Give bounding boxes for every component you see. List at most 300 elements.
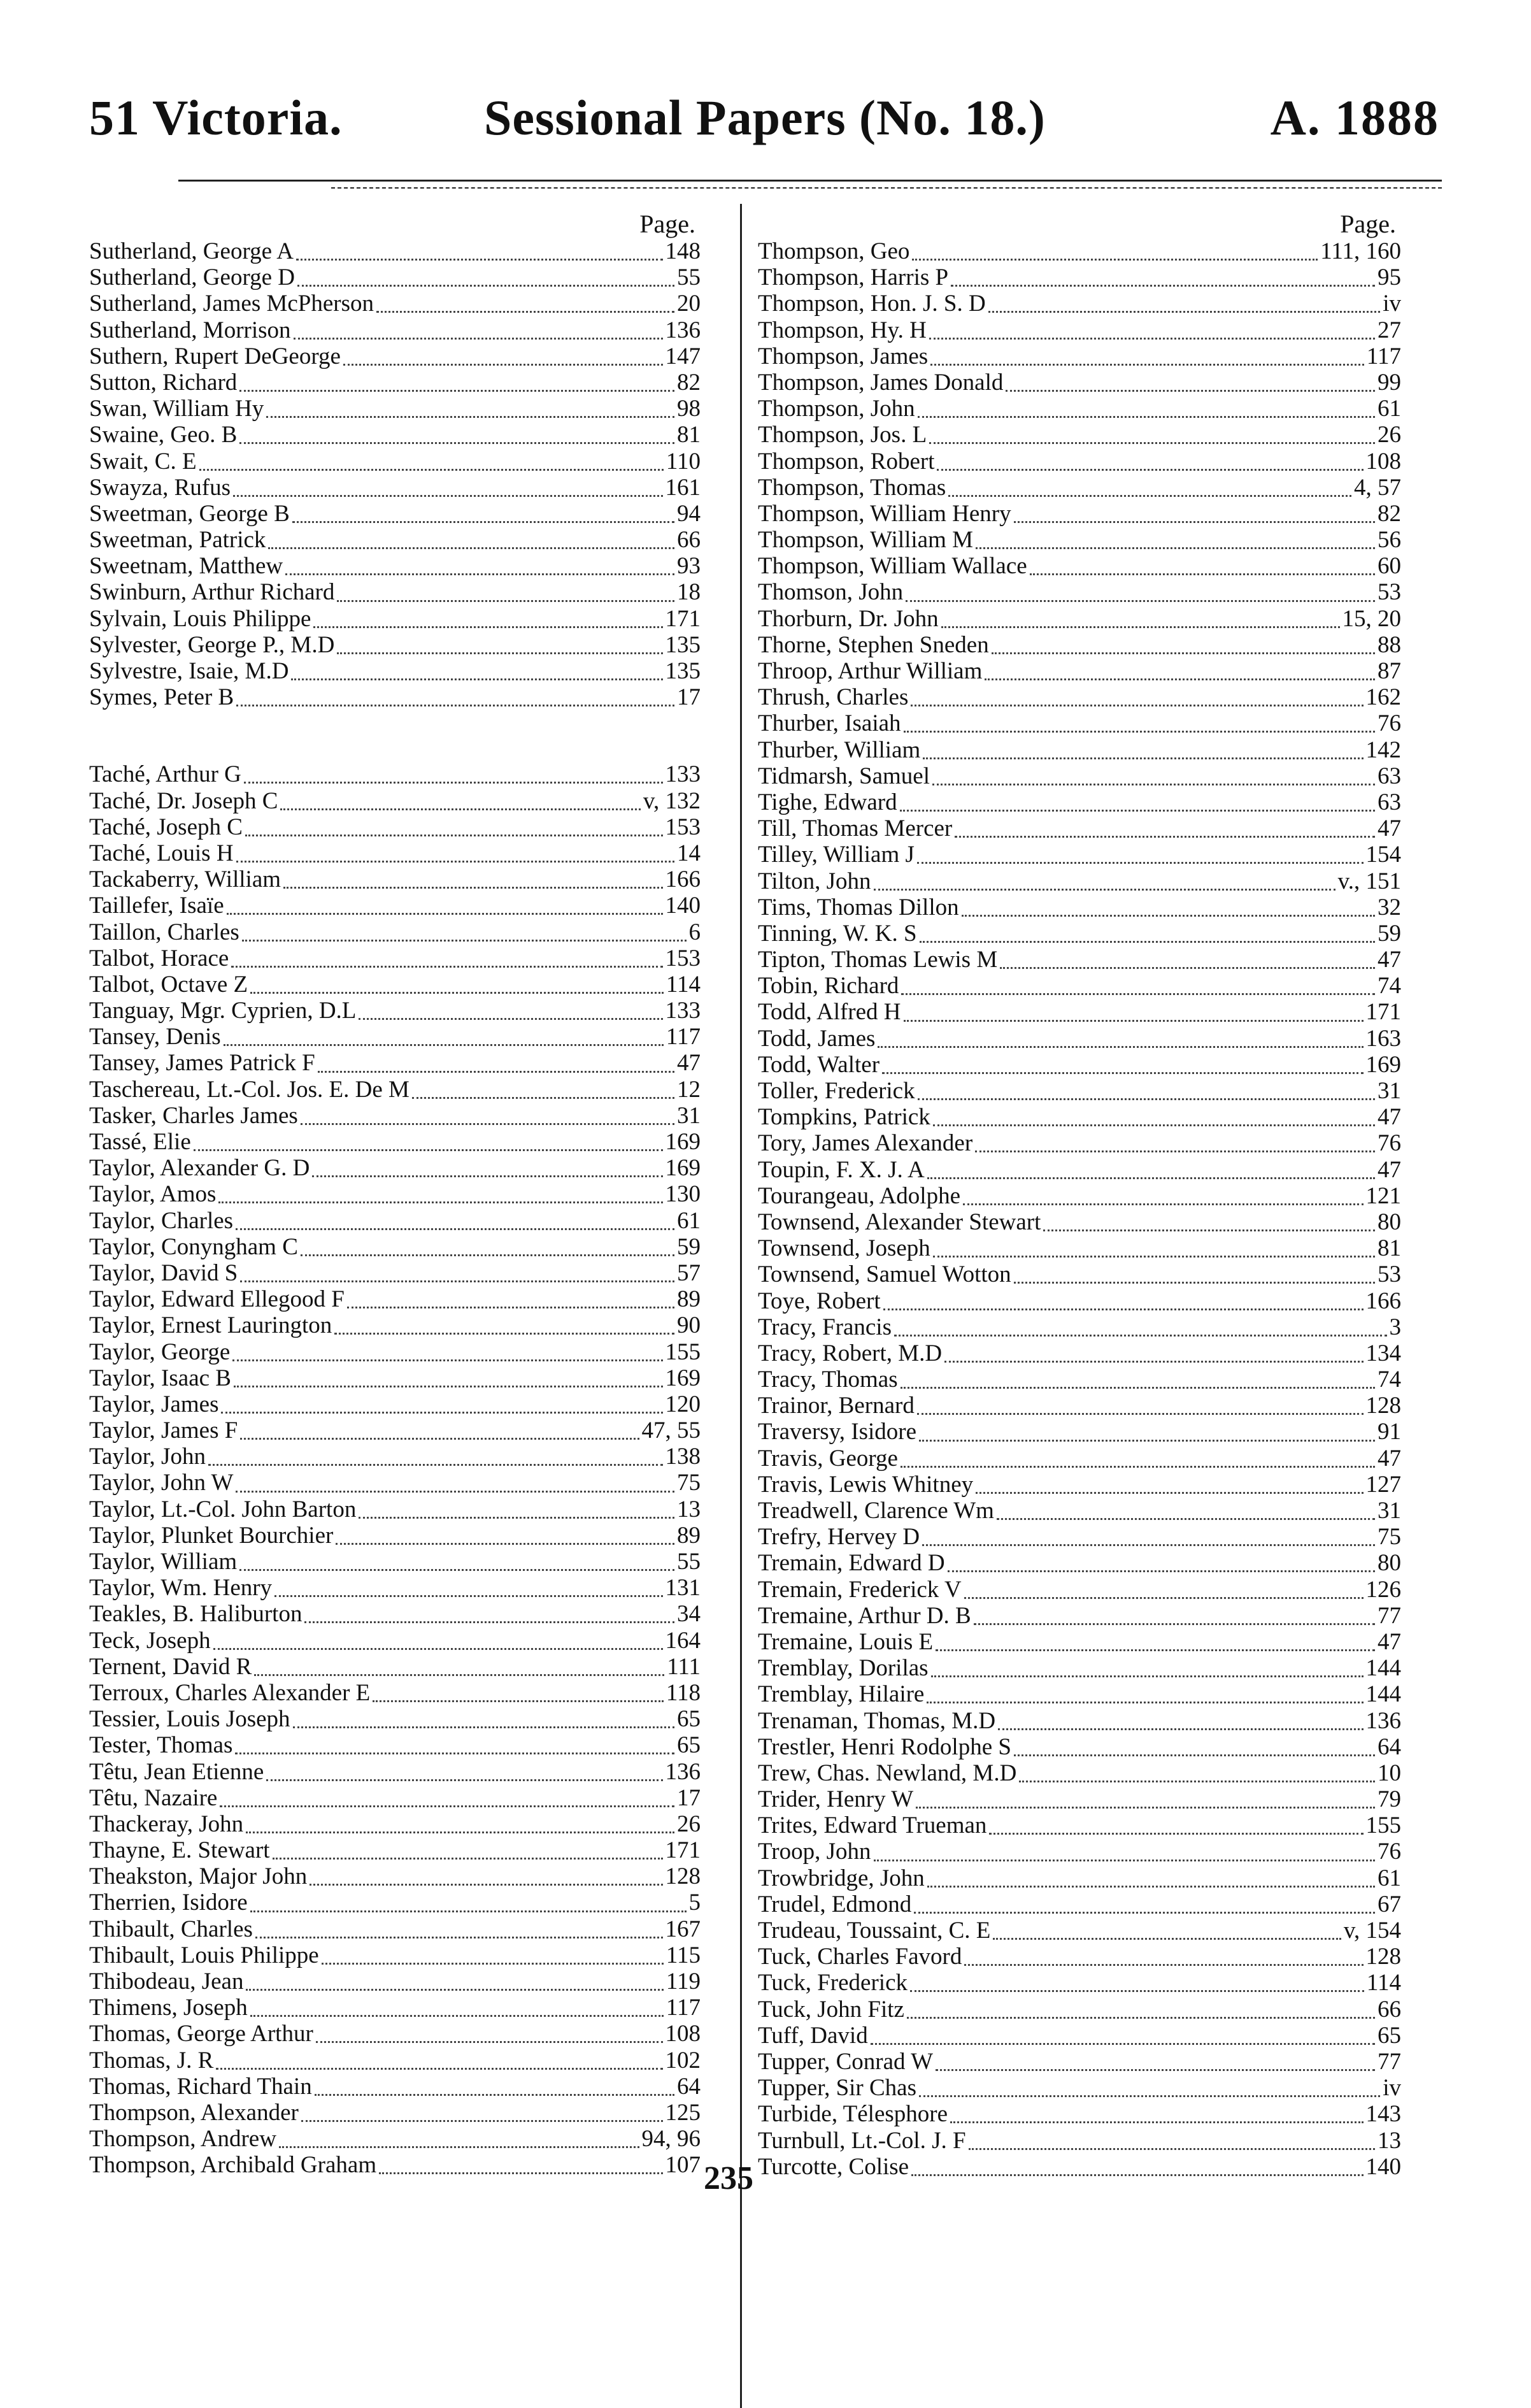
- entry-name: Tighe, Edward: [758, 789, 897, 815]
- entry-name: Sylvester, George P., M.D: [89, 631, 335, 658]
- index-entry: [758, 632, 1401, 658]
- dot-leader: [239, 383, 674, 392]
- entry-page-ref: 169: [665, 1155, 701, 1182]
- entry-page-ref: v, 132: [643, 787, 701, 814]
- entry-name: Tackaberry, William: [89, 866, 281, 893]
- index-entry: [89, 1339, 701, 1365]
- dot-leader: [933, 1118, 1375, 1126]
- index-entry: [89, 2047, 701, 2074]
- entry-page-ref: 47, 55: [641, 1417, 701, 1444]
- index-entry: [89, 1759, 701, 1785]
- index-entry: [89, 1208, 701, 1234]
- dot-leader: [231, 959, 662, 968]
- dot-leader: [359, 1510, 674, 1519]
- index-entry: [758, 1996, 1401, 2023]
- entry-name: Thorne, Stephen Sneden: [758, 631, 989, 658]
- header-rule: [178, 180, 1442, 182]
- index-entry: [89, 761, 701, 787]
- entry-name: Taylor, Isaac B: [89, 1365, 231, 1391]
- index-entry: [89, 290, 701, 317]
- entry-name: Thompson, James: [758, 343, 929, 369]
- dot-leader: [322, 1956, 664, 1965]
- entry-page-ref: 111: [667, 1653, 701, 1680]
- entry-page-ref: 67: [1378, 1891, 1401, 1917]
- index-entry: [758, 1366, 1401, 1393]
- index-entry: [758, 2049, 1401, 2075]
- dot-leader: [911, 698, 1363, 706]
- entry-page-ref: 63: [1378, 763, 1401, 789]
- dot-leader: [974, 1617, 1375, 1625]
- index-entry: [758, 1288, 1401, 1314]
- dot-leader: [901, 1380, 1375, 1389]
- dot-leader: [911, 2168, 1363, 2176]
- entry-page-ref: 77: [1378, 1602, 1401, 1629]
- entry-page-ref: 136: [665, 317, 701, 343]
- dot-leader: [916, 1800, 1375, 1809]
- entry-name: Thomas, J. R: [89, 2047, 214, 2074]
- entry-page-ref: 138: [665, 1444, 701, 1470]
- entry-page-ref: 133: [665, 761, 701, 788]
- index-entry: [758, 264, 1401, 290]
- index-entry: [758, 1235, 1401, 1261]
- entry-name: Symes, Peter B: [89, 684, 234, 711]
- dot-leader: [936, 1643, 1375, 1651]
- entry-name: Tompkins, Patrick: [758, 1104, 930, 1131]
- entry-page-ref: 102: [665, 2047, 701, 2074]
- entry-name: Trider, Henry W: [758, 1786, 914, 1813]
- index-entry: [758, 921, 1401, 947]
- dot-leader: [912, 252, 1318, 261]
- entry-name: Trites, Edward Trueman: [758, 1812, 987, 1839]
- entry-page-ref: 76: [1378, 1838, 1401, 1865]
- entry-page-ref: 6: [688, 919, 701, 945]
- dot-leader: [944, 1354, 1363, 1363]
- index-entry: [89, 1417, 701, 1444]
- entry-page-ref: 18: [677, 579, 701, 606]
- index-entry: [758, 2154, 1401, 2180]
- index-group-t: [89, 761, 701, 2178]
- index-entry: [89, 606, 701, 632]
- entry-name: Troop, John: [758, 1838, 871, 1865]
- dot-leader: [918, 410, 1375, 418]
- entry-page-ref: 114: [666, 971, 701, 998]
- dot-leader: [920, 935, 1375, 943]
- entry-page-ref: 136: [1365, 1707, 1401, 1734]
- index-entry: [89, 1942, 701, 1968]
- entry-name: Theakston, Major John: [89, 1863, 308, 1890]
- dot-leader: [236, 1484, 674, 1493]
- entry-page-ref: v, 154: [1343, 1917, 1401, 1944]
- dot-leader: [279, 2140, 639, 2148]
- index-entry: [758, 475, 1401, 501]
- index-entry: [89, 369, 701, 396]
- entry-page-ref: 57: [677, 1259, 701, 1286]
- entry-page-ref: 79: [1378, 1786, 1401, 1813]
- entry-page-ref: 127: [1365, 1471, 1401, 1498]
- index-entry: [89, 1234, 701, 1260]
- header-rule-secondary: [331, 187, 1442, 189]
- dot-leader: [951, 278, 1375, 287]
- entry-page-ref: 76: [1378, 710, 1401, 737]
- index-entry: [758, 894, 1401, 921]
- dot-leader: [936, 2063, 1375, 2071]
- index-entry: [758, 1078, 1401, 1104]
- index-entry: [758, 1393, 1401, 1419]
- entry-name: Talbot, Horace: [89, 945, 229, 971]
- dot-leader: [246, 1825, 674, 1833]
- entry-page-ref: 65: [677, 1732, 701, 1759]
- entry-name: Tobin, Richard: [758, 973, 899, 1000]
- index-entry: [758, 1340, 1401, 1366]
- entry-page-ref: 153: [665, 813, 701, 840]
- entry-page-ref: 80: [1378, 1550, 1401, 1577]
- dot-leader: [291, 672, 662, 680]
- entry-name: Taché, Joseph C: [89, 813, 243, 840]
- dot-leader: [373, 1694, 664, 1702]
- dot-leader: [194, 1143, 663, 1151]
- dot-leader: [931, 1669, 1364, 1677]
- index-entry: [758, 422, 1401, 448]
- entry-name: Traversy, Isidore: [758, 1419, 917, 1445]
- index-entry: [89, 422, 701, 448]
- entry-page-ref: 12: [677, 1076, 701, 1103]
- entry-page-ref: 89: [677, 1522, 701, 1549]
- page-column-label: Page.: [1340, 210, 1396, 238]
- entry-page-ref: 75: [677, 1470, 701, 1496]
- entry-name: Thimens, Joseph: [89, 1995, 248, 2021]
- dot-leader: [1014, 1748, 1375, 1756]
- index-entry: [758, 343, 1401, 369]
- entry-name: Tupper, Sir Chas: [758, 2075, 916, 2102]
- entry-name: Tuck, Frederick: [758, 1970, 908, 1996]
- entry-page-ref: 107: [665, 2152, 701, 2179]
- index-entry: [89, 579, 701, 605]
- index-entry: [758, 369, 1401, 396]
- index-entry: [89, 448, 701, 475]
- entry-name: Taylor, Lt.-Col. John Barton: [89, 1496, 357, 1523]
- entry-name: Thorburn, Dr. John: [758, 605, 939, 632]
- entry-name: Têtu, Nazaire: [89, 1784, 218, 1811]
- index-entry: [89, 1889, 701, 1916]
- entry-name: Thompson, Archibald Graham: [89, 2152, 377, 2179]
- dot-leader: [347, 1300, 674, 1308]
- dot-leader: [242, 933, 687, 942]
- index-entry: [89, 1916, 701, 1942]
- index-entry: [758, 1472, 1401, 1498]
- entry-name: Tester, Thomas: [89, 1732, 233, 1759]
- entry-page-ref: 13: [677, 1496, 701, 1523]
- index-entry: [758, 684, 1401, 710]
- entry-name: Thayne, E. Stewart: [89, 1837, 270, 1864]
- dot-leader: [976, 541, 1375, 549]
- entry-name: Tremain, Edward D: [758, 1550, 945, 1577]
- entry-page-ref: 155: [665, 1338, 701, 1365]
- dot-leader: [917, 856, 1364, 864]
- index-entry: [758, 579, 1401, 605]
- index-entry: [89, 1628, 701, 1654]
- entry-name: Tuck, John Fitz: [758, 1996, 904, 2023]
- entry-page-ref: 99: [1378, 369, 1401, 396]
- entry-name: Sweetman, Patrick: [89, 527, 266, 554]
- dot-leader: [874, 1853, 1375, 1861]
- entry-page-ref: 128: [1365, 1944, 1401, 1970]
- index-entry: [758, 815, 1401, 842]
- index-entry: [89, 1837, 701, 1863]
- dot-leader: [1014, 515, 1375, 523]
- dot-leader: [901, 1459, 1375, 1468]
- index-entry: [89, 264, 701, 290]
- dot-leader: [948, 1564, 1375, 1572]
- dot-leader: [964, 1591, 1364, 1599]
- entry-page-ref: 91: [1378, 1419, 1401, 1445]
- index-entry: [758, 1865, 1401, 1891]
- dot-leader: [927, 1171, 1375, 1179]
- dot-leader: [337, 594, 674, 602]
- dot-leader: [948, 489, 1351, 497]
- index-entry: [758, 947, 1401, 973]
- dot-leader: [376, 305, 674, 313]
- entry-name: Sweetman, George B: [89, 500, 290, 527]
- index-entry: [89, 1523, 701, 1549]
- dot-leader: [906, 594, 1375, 602]
- entry-page-ref: 143: [1365, 2101, 1401, 2128]
- entry-name: Sweetnam, Matthew: [89, 553, 283, 580]
- index-entry: [758, 1524, 1401, 1550]
- entry-page-ref: 142: [1365, 736, 1401, 763]
- entry-page-ref: 55: [677, 264, 701, 291]
- dot-leader: [220, 1799, 674, 1807]
- entry-name: Taylor, Wm. Henry: [89, 1575, 273, 1602]
- dot-leader: [244, 775, 663, 784]
- dot-leader: [883, 1302, 1364, 1310]
- dot-leader: [318, 1064, 674, 1073]
- dot-leader: [334, 1326, 674, 1335]
- entry-page-ref: 59: [1378, 920, 1401, 947]
- dot-leader: [221, 1405, 662, 1414]
- index-entry: [89, 1181, 701, 1207]
- dot-leader: [989, 1826, 1363, 1835]
- dot-leader: [273, 1851, 663, 1860]
- index-entry: [89, 814, 701, 840]
- dot-leader: [343, 357, 663, 366]
- dot-leader: [1043, 1223, 1375, 1231]
- entry-name: Swait, C. E: [89, 448, 197, 475]
- entry-name: Sutherland, Morrison: [89, 317, 291, 343]
- index-entry: [89, 1732, 701, 1758]
- entry-page-ref: 163: [1365, 1025, 1401, 1052]
- index-entry: [758, 553, 1401, 579]
- entry-name: Travis, Lewis Whitney: [758, 1471, 974, 1498]
- dot-leader: [233, 489, 663, 497]
- entry-name: Thompson, Andrew: [89, 2126, 276, 2153]
- index-entry: [758, 1314, 1401, 1340]
- sessional-papers-title: Sessional Papers (No. 18.): [484, 90, 1046, 145]
- dot-leader: [312, 1169, 662, 1177]
- index-entry: [89, 1050, 701, 1076]
- entry-page-ref: 169: [665, 1365, 701, 1391]
- index-entry: [89, 971, 701, 998]
- entry-page-ref: 31: [677, 1102, 701, 1129]
- dot-leader: [240, 1431, 639, 1440]
- entry-name: Terroux, Charles Alexander E: [89, 1679, 371, 1706]
- index-entry: [89, 658, 701, 684]
- entry-page-ref: iv: [1383, 290, 1401, 317]
- entry-page-ref: 108: [1365, 448, 1401, 475]
- index-entry: [758, 1157, 1401, 1183]
- entry-name: Trestler, Henri Rodolphe S: [758, 1733, 1011, 1760]
- dot-leader: [232, 1353, 662, 1361]
- entry-page-ref: 166: [1365, 1287, 1401, 1314]
- entry-page-ref: v., 151: [1337, 868, 1401, 894]
- volume-label: 51 Victoria.: [89, 90, 343, 145]
- entry-page-ref: 66: [1378, 1996, 1401, 2023]
- dot-leader: [236, 854, 674, 863]
- index-entry: [89, 840, 701, 866]
- entry-page-ref: 169: [665, 1129, 701, 1155]
- dot-leader: [268, 541, 674, 549]
- entry-name: Teck, Joseph: [89, 1627, 211, 1654]
- index-entry: [89, 866, 701, 892]
- dot-leader: [227, 907, 663, 915]
- entry-name: Ternent, David R: [89, 1653, 252, 1680]
- dot-leader: [255, 1930, 663, 1939]
- entry-name: Tracy, Thomas: [758, 1366, 898, 1393]
- entry-name: Swinburn, Arthur Richard: [89, 579, 335, 606]
- dot-leader: [266, 1773, 662, 1781]
- entry-page-ref: 17: [677, 1784, 701, 1811]
- entry-page-ref: 82: [677, 369, 701, 396]
- page-header: [89, 89, 1439, 159]
- entry-name: Throop, Arthur William: [758, 658, 983, 684]
- entry-page-ref: 126: [1365, 1576, 1401, 1603]
- dot-leader: [235, 1746, 674, 1754]
- dot-leader: [254, 1668, 664, 1676]
- entry-name: Taylor, Edward Ellegood F: [89, 1286, 345, 1313]
- entry-page-ref: 61: [677, 1207, 701, 1234]
- index-entry: [758, 868, 1401, 894]
- entry-name: Trefry, Hervey D: [758, 1524, 920, 1551]
- entry-page-ref: 135: [665, 631, 701, 658]
- entry-page-ref: 114: [1366, 1970, 1401, 1996]
- entry-page-ref: 131: [665, 1575, 701, 1602]
- dot-leader: [1000, 961, 1375, 969]
- entry-name: Taylor, John W: [89, 1470, 234, 1496]
- index-column-right: [758, 210, 1401, 2180]
- dot-leader: [1014, 1275, 1375, 1284]
- entry-page-ref: 47: [1378, 1104, 1401, 1131]
- dot-leader: [283, 880, 662, 889]
- entry-name: Suthern, Rupert DeGeorge: [89, 343, 341, 369]
- dot-leader: [975, 1144, 1375, 1152]
- dot-leader: [919, 2089, 1380, 2097]
- index-entry: [89, 998, 701, 1024]
- index-entry: [89, 1312, 701, 1338]
- dot-leader: [199, 462, 664, 471]
- index-entry: [89, 1444, 701, 1470]
- entry-page-ref: 140: [665, 892, 701, 919]
- index-entry: [758, 1052, 1401, 1078]
- index-entry: [758, 1577, 1401, 1603]
- index-entry: [89, 1496, 701, 1523]
- entry-page-ref: 125: [665, 2099, 701, 2126]
- entry-name: Thomas, George Arthur: [89, 2021, 313, 2047]
- index-entry: [89, 632, 701, 658]
- index-entry: [89, 1286, 701, 1312]
- index-entry: [89, 501, 701, 527]
- dot-leader: [250, 985, 664, 994]
- entry-name: Townsend, Joseph: [758, 1235, 930, 1262]
- entry-name: Taylor, Conyngham C: [89, 1233, 298, 1260]
- entry-name: Thompson, Geo: [758, 238, 910, 264]
- index-entry: [758, 1419, 1401, 1445]
- entry-page-ref: 154: [1365, 842, 1401, 868]
- entry-name: Taylor, Plunket Bourchier: [89, 1522, 334, 1549]
- dot-leader: [245, 828, 663, 836]
- entry-page-ref: 128: [665, 1863, 701, 1890]
- entry-name: Toupin, F. X. J. A: [758, 1156, 925, 1183]
- dot-leader: [985, 672, 1375, 680]
- dot-leader: [929, 331, 1375, 340]
- dot-leader: [292, 515, 674, 523]
- index-entry: [758, 1026, 1401, 1052]
- dot-leader: [296, 252, 663, 261]
- entry-name: Thompson, Thomas: [758, 474, 946, 501]
- entry-name: Trainor, Bernard: [758, 1393, 915, 1419]
- entry-name: Trudeau, Toussaint, C. E: [758, 1917, 991, 1944]
- entry-name: Taylor, Alexander G. D: [89, 1155, 310, 1182]
- entry-name: Till, Thomas Mercer: [758, 815, 953, 842]
- entry-name: Thompson, Harris P: [758, 264, 949, 291]
- dot-leader: [1019, 1774, 1375, 1782]
- entry-page-ref: 59: [677, 1233, 701, 1260]
- entry-page-ref: 128: [1365, 1393, 1401, 1419]
- entry-name: Taylor, William: [89, 1549, 238, 1575]
- entry-name: Therrien, Isidore: [89, 1889, 248, 1916]
- dot-leader: [923, 751, 1363, 759]
- entry-name: Treadwell, Clarence Wm: [758, 1498, 994, 1524]
- entry-page-ref: 167: [665, 1916, 701, 1942]
- entry-name: Tracy, Francis: [758, 1314, 892, 1340]
- dot-leader: [293, 1720, 674, 1728]
- index-group-right: [758, 238, 1401, 2180]
- entry-name: Thomas, Richard Thain: [89, 2073, 312, 2100]
- dot-leader: [941, 620, 1340, 628]
- entry-page-ref: 56: [1378, 527, 1401, 554]
- dot-leader: [274, 1589, 662, 1597]
- index-entry: [89, 1811, 701, 1837]
- entry-page-ref: 80: [1378, 1208, 1401, 1235]
- index-entry: [758, 1838, 1401, 1865]
- entry-name: Sutherland, George A: [89, 238, 294, 264]
- entry-page-ref: 63: [1378, 789, 1401, 815]
- index-entry: [758, 1812, 1401, 1838]
- entry-page-ref: 162: [1365, 684, 1401, 711]
- entry-name: Trew, Chas. Newland, M.D: [758, 1759, 1017, 1786]
- index-entry: [89, 343, 701, 369]
- entry-page-ref: 171: [665, 605, 701, 632]
- entry-name: Thomson, John: [758, 579, 904, 606]
- entry-page-ref: 13: [1378, 2127, 1401, 2154]
- dot-leader: [871, 2037, 1375, 2045]
- entry-name: Taché, Arthur G: [89, 761, 241, 788]
- entry-page-ref: 130: [665, 1181, 701, 1208]
- dot-leader: [919, 1433, 1375, 1442]
- index-entry: [89, 527, 701, 553]
- entry-page-ref: 135: [665, 658, 701, 684]
- entry-name: Tinning, W. K. S: [758, 920, 917, 947]
- dot-leader: [932, 777, 1375, 785]
- dot-leader: [301, 1248, 674, 1256]
